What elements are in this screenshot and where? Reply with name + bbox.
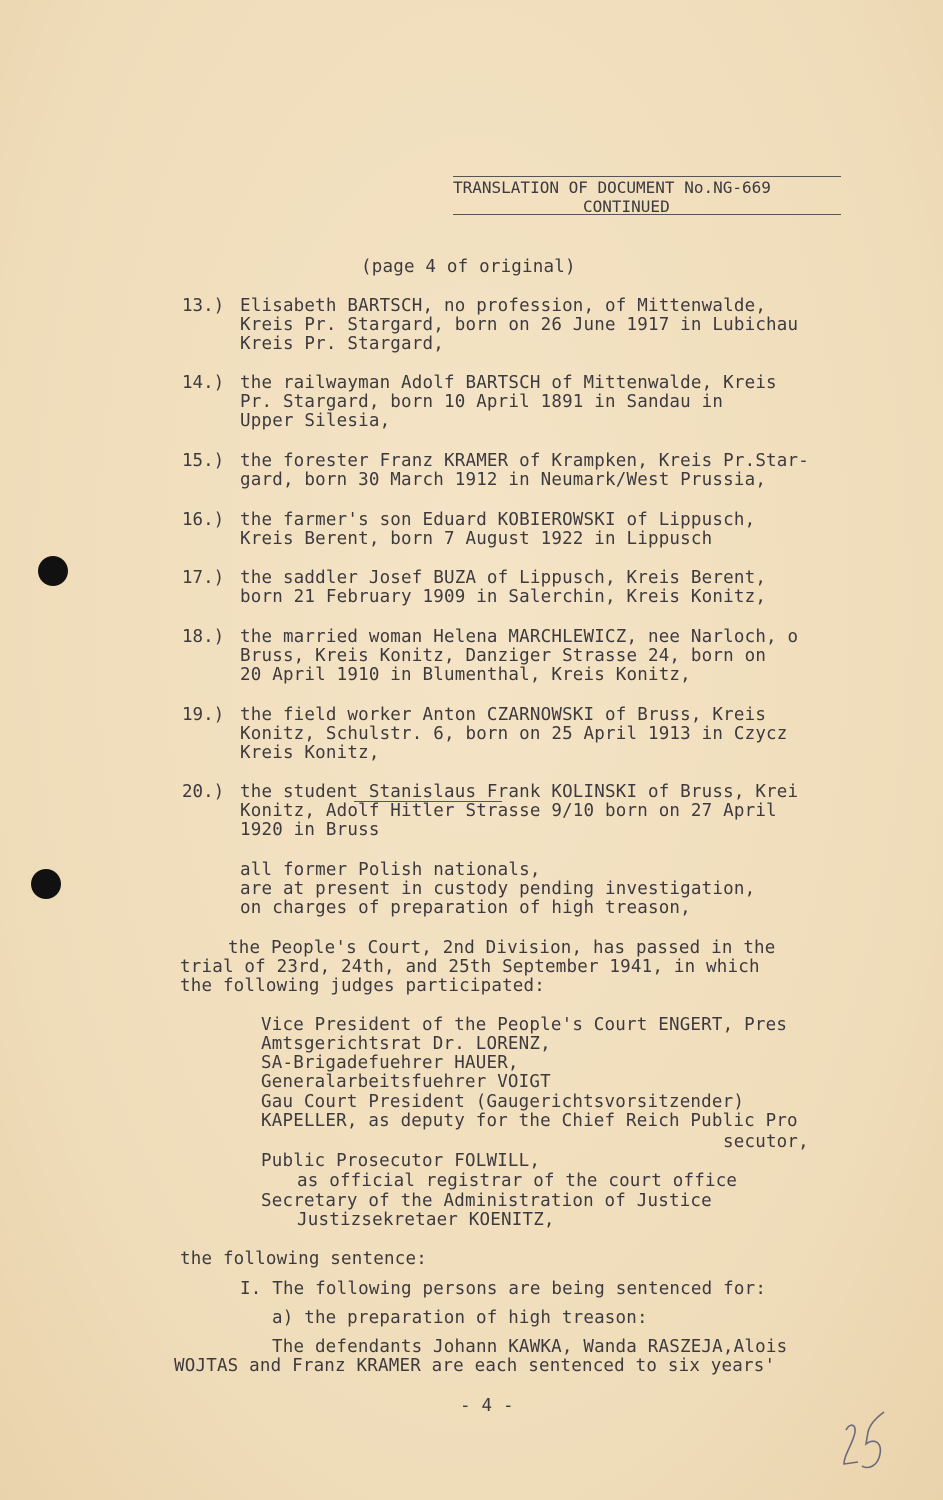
judge-line-continued: secutor, (723, 1132, 809, 1152)
entry-line: Konitz, Schulstr. 6, born on 25 April 1913 in Czycz (240, 724, 788, 744)
entry-line: 20 April 1910 in Blumenthal, Kreis Konitz, (240, 665, 691, 685)
entry-line: gard, born 30 March 1912 in Neumark/West Prussia, (240, 470, 767, 490)
entry-line: Kreis Pr. Stargard, born on 26 June 1917 in Lubichau (240, 315, 799, 335)
summary-line: are at present in custody pending investigation, (240, 879, 756, 899)
header-title: TRANSLATION OF DOCUMENT No.NG-669 (453, 178, 771, 197)
judge-line: Generalarbeitsfuehrer VOIGT (261, 1072, 551, 1092)
sentence-intro: the following sentence: (180, 1249, 427, 1269)
court-line: the People's Court, 2nd Division, has passed in the (228, 938, 776, 958)
prosecutor-line: Public Prosecutor FOLWILL, (261, 1151, 541, 1171)
entry-line: 1920 in Bruss (240, 820, 380, 840)
entry-line: the student Stanislaus Frank KOLINSKI of Bruss, Krei (240, 782, 799, 802)
entry-number: 14.) (182, 373, 225, 393)
entry-number: 16.) (182, 510, 225, 530)
entry-line: the forester Franz KRAMER of Krampken, Kreis Pr.Star- (240, 451, 810, 471)
header-continued: CONTINUED (583, 197, 670, 216)
summary-line: all former Polish nationals, (240, 860, 541, 880)
defendants-line: The defendants Johann KAWKA, Wanda RASZEJA,Alois (272, 1337, 788, 1357)
entry-line: the railwayman Adolf BARTSCH of Mittenwalde, Kreis (240, 373, 777, 393)
judge-line: Amtsgerichtsrat Dr. LORENZ, (261, 1034, 551, 1054)
entry-line: Kreis Pr. Stargard, (240, 334, 444, 354)
entry-number: 15.) (182, 451, 225, 471)
sentence-item-a: a) the preparation of high treason: (272, 1308, 648, 1328)
defendants-line: WOJTAS and Franz KRAMER are each sentenced to six years' (174, 1356, 776, 1376)
entry-line: the field worker Anton CZARNOWSKI of Bruss, Kreis (240, 705, 767, 725)
page-of-original: (page 4 of original) (361, 257, 576, 277)
entry-line: the farmer's son Eduard KOBIEROWSKI of Lippusch, (240, 510, 756, 530)
page-number: - 4 - (460, 1396, 514, 1416)
header-bottom-rule (453, 214, 841, 215)
entry-line: born 21 February 1909 in Salerchin, Kreis Konitz, (240, 587, 767, 607)
entry-line: Elisabeth BARTSCH, no profession, of Mittenwalde, (240, 296, 767, 316)
header-top-rule (453, 176, 841, 177)
punch-hole (38, 556, 68, 586)
secretary-line: Secretary of the Administration of Justice (261, 1191, 712, 1211)
entry-line: Upper Silesia, (240, 411, 391, 431)
secretary-name: Justizsekretaer KOENITZ, (297, 1210, 555, 1230)
handwritten-mark (838, 1408, 888, 1478)
entry-number: 20.) (182, 782, 225, 802)
entry-line: Konitz, Adolf Hitler Strasse 9/10 born on 27 April (240, 801, 777, 821)
entry-number: 19.) (182, 705, 225, 725)
entry-line: the married woman Helena MARCHLEWICZ, nee Narloch, o (240, 627, 799, 647)
court-line: trial of 23rd, 24th, and 25th September 1941, in which (180, 957, 760, 977)
judge-line: Vice President of the People's Court ENGERT, Pres (261, 1015, 788, 1035)
entry-line: Pr. Stargard, born 10 April 1891 in Sandau in (240, 392, 724, 412)
sentence-item-I: I. The following persons are being sentenced for: (240, 1279, 767, 1299)
judge-line: SA-Brigadefuehrer HAUER, (261, 1053, 519, 1073)
entry-line: Kreis Konitz, (240, 743, 380, 763)
punch-hole (31, 869, 61, 899)
registrar-line: as official registrar of the court office (297, 1171, 738, 1191)
entry-number: 18.) (182, 627, 225, 647)
judge-line: KAPELLER, as deputy for the Chief Reich Public Pro (261, 1111, 798, 1131)
entry-line: Bruss, Kreis Konitz, Danziger Strasse 24, born on (240, 646, 767, 666)
entry-number: 13.) (182, 296, 225, 316)
entry-number: 17.) (182, 568, 225, 588)
court-line: the following judges participated: (180, 976, 546, 996)
entry-line: the saddler Josef BUZA of Lippusch, Kreis Berent, (240, 568, 767, 588)
entry-line: Kreis Berent, born 7 August 1922 in Lippusch (240, 529, 713, 549)
summary-line: on charges of preparation of high treason, (240, 898, 691, 918)
judge-line: Gau Court President (Gaugerichtsvorsitzender) (261, 1092, 745, 1112)
